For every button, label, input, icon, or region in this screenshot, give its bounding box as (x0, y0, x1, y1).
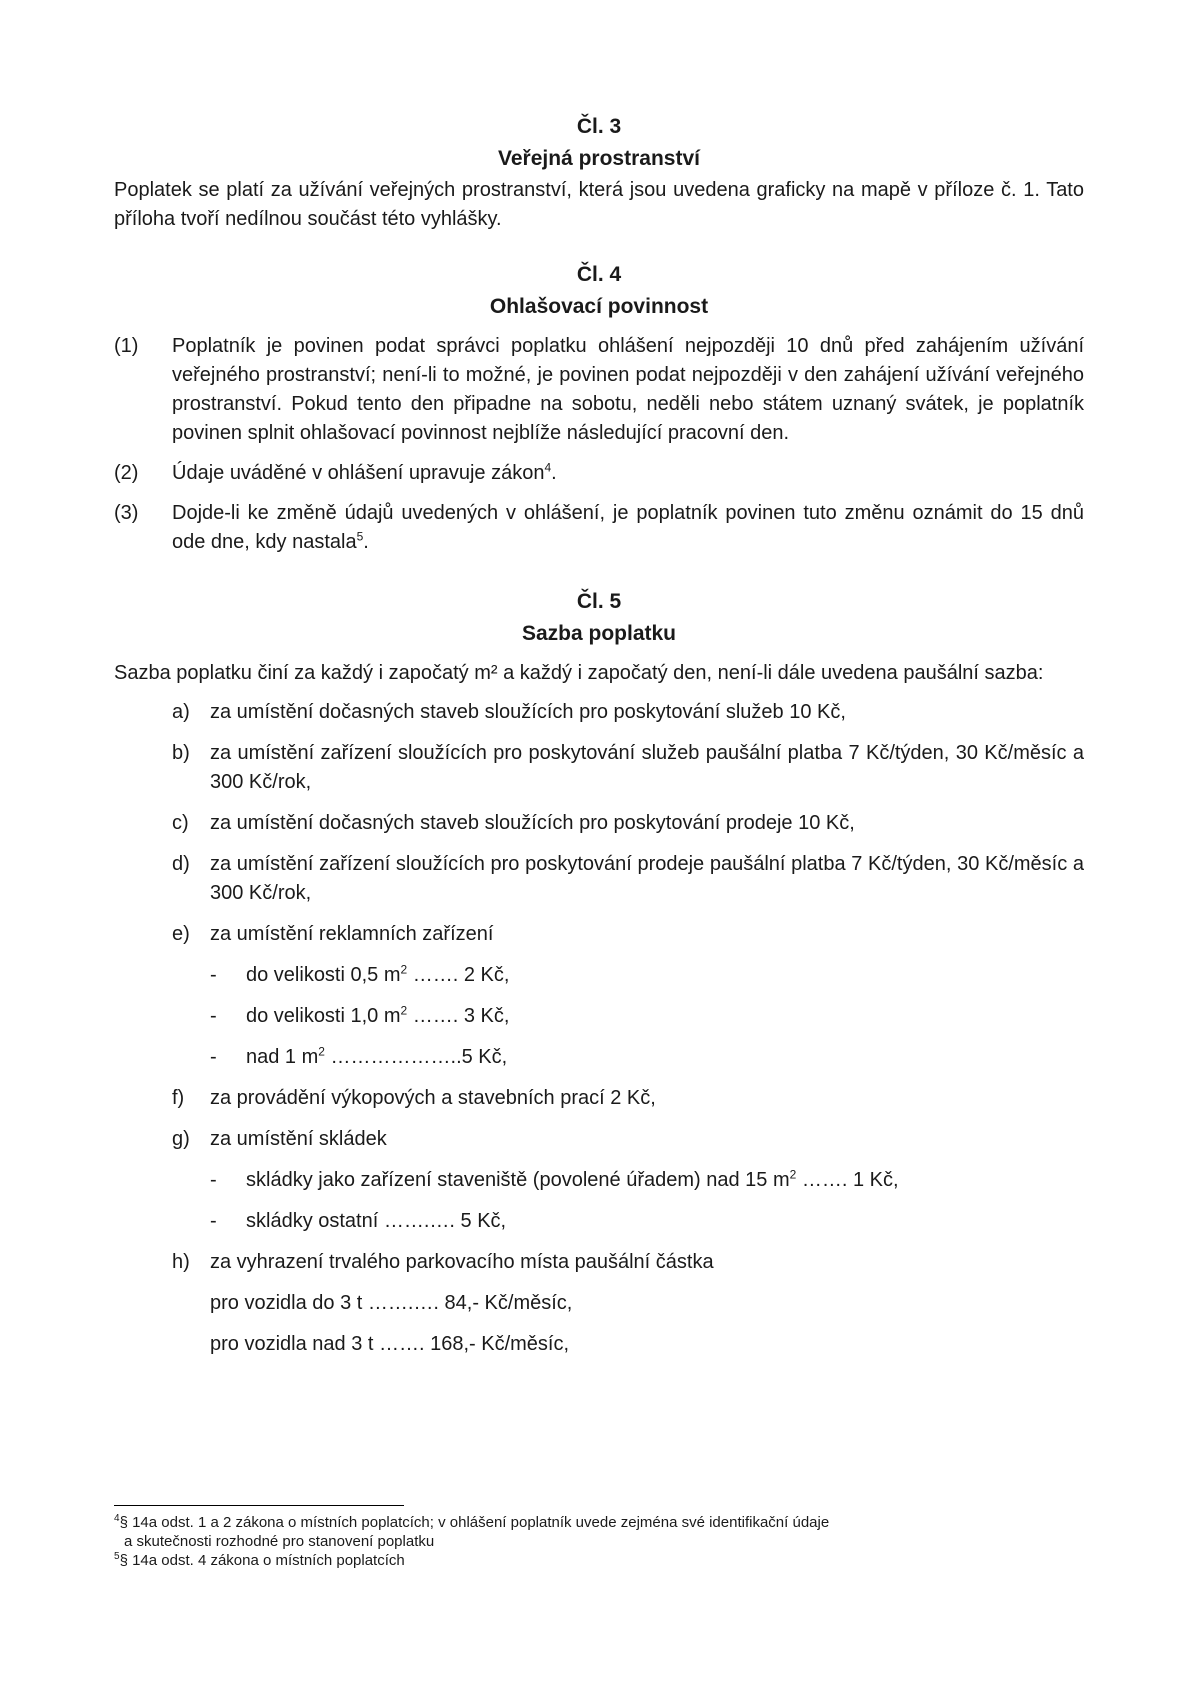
rate-item-h (172, 1248, 1084, 1277)
sub-item-text-rest: ……. 2 Kč, (407, 964, 510, 986)
superscript: 2 (318, 1044, 325, 1059)
sub-item-text-rest: ……. 1 Kč, (796, 1169, 899, 1191)
item-text: za umístění zařízení sloužících pro poskytování služeb paušální platba 7 Kč/týden, 30 Kč/měsíc a 300 Kč/rok, (210, 742, 1084, 793)
footnote-4-continuation: a skutečnosti rozhodné pro stanovení poplatku (124, 1533, 435, 1550)
article-4-title: Ohlašovací povinnost (489, 295, 709, 318)
rate-item-a (172, 698, 1084, 727)
footnote-mark: 4 (114, 1513, 120, 1524)
footnote-separator (114, 1505, 404, 1506)
paragraph-number: (2) (114, 462, 139, 484)
parking-rate-line: pro vozidla do 3 t …….…. 84,- Kč/měsíc, (210, 1292, 573, 1314)
footnote-4 (114, 1513, 1074, 1532)
footnote-5 (114, 1551, 1074, 1570)
sub-item-text-main: skládky jako zařízení staveniště (povolené úřadem) nad 15 m (246, 1169, 790, 1191)
sub-item-text (246, 1002, 509, 1031)
dash-marker: - (210, 1169, 217, 1191)
footnote-text: § 14a odst. 4 zákona o místních poplatcích (119, 1552, 405, 1569)
sub-item (210, 1166, 1084, 1195)
paragraph-text-end: . (363, 531, 369, 553)
paragraph-text-main: Dojde-li ke změně údajů uvedených v ohlášení, je poplatník povinen tuto změnu oznámit do 15 dnů ode dne, kdy nastala (172, 502, 1084, 553)
sub-item-text-rest: ………………..5 Kč, (324, 1046, 508, 1068)
item-label: e) (172, 923, 190, 945)
article-5-title: Sazba poplatku (521, 622, 677, 645)
paragraph-text (172, 499, 1084, 557)
paragraph-3 (114, 499, 1084, 557)
paragraph-text-end: . (551, 462, 557, 484)
sub-item-text (246, 1043, 507, 1072)
item-text: za vyhrazení trvalého parkovacího místa paušální částka (210, 1251, 714, 1273)
superscript: 2 (400, 1003, 408, 1018)
rate-item-b (172, 739, 1084, 797)
footnote-ref-5[interactable]: 5 (356, 529, 364, 544)
dash-marker: - (210, 1210, 217, 1232)
sub-item-text (246, 961, 509, 990)
footnote-ref-4[interactable]: 4 (544, 460, 552, 475)
sub-item-text-main: do velikosti 0,5 m (246, 964, 401, 986)
paragraph-text: Poplatník je povinen podat správci poplatku ohlášení nejpozději 10 dnů před zahájením užívání veřejného prostranství; není-li to možné, je povinen podat nejpozději v den zahájení užívání veřejného prostranství. Pokud tento den připadne na sobotu, neděli nebo státem uznaný svátek, je poplatník povinen splnit ohlašovací povinnost nejblíže následující pracovní den. (172, 335, 1084, 444)
item-text: za umístění dočasných staveb sloužících pro poskytování prodeje 10 Kč, (210, 812, 855, 834)
footnote-mark: 5 (114, 1551, 120, 1562)
sub-item-text-main: nad 1 m (246, 1046, 319, 1068)
parking-rate-line: pro vozidla nad 3 t ……. 168,- Kč/měsíc, (210, 1333, 570, 1355)
item-label: g) (172, 1128, 190, 1150)
item-text: za provádění výkopových a stavebních prací 2 Kč, (210, 1087, 656, 1109)
item-label: h) (172, 1251, 190, 1273)
article-4-paragraphs (114, 332, 1084, 557)
paragraph-number: (1) (114, 335, 139, 357)
paragraph-text-main: Údaje uváděné v ohlášení upravuje zákon (172, 462, 545, 484)
rate-item-e-sublist (210, 961, 1084, 1072)
article-5 (114, 587, 1084, 1359)
paragraph-1 (114, 332, 1084, 448)
rate-list (172, 698, 1084, 1359)
sub-item-text (246, 1166, 899, 1195)
footnotes (114, 1513, 1074, 1570)
superscript: 2 (400, 962, 408, 977)
item-label: c) (172, 812, 189, 834)
paragraph-number: (3) (114, 502, 139, 524)
article-5-intro: Sazba poplatku činí za každý i započatý m² a každý i započatý den, není-li dále uvedena paušální sazba: (114, 662, 1044, 684)
article-3-number: Čl. 3 (576, 115, 622, 138)
paragraph-2 (114, 459, 1084, 488)
rate-item-d (172, 850, 1084, 908)
rate-item-c (172, 809, 1084, 838)
item-label: f) (172, 1087, 185, 1109)
article-4 (114, 260, 1084, 557)
sub-item-text-rest: ……. 3 Kč, (407, 1005, 510, 1027)
footnote-text: § 14a odst. 1 a 2 zákona o místních poplatcích; v ohlášení poplatník uvede zejména své identifikační údaje (119, 1514, 830, 1531)
article-3-text: Poplatek se platí za užívání veřejných prostranství, která jsou uvedena graficky na mapě v příloze č. 1. Tato příloha tvoří nedílnou součást této vyhlášky. (114, 179, 1084, 230)
article-3 (114, 112, 1084, 234)
sub-item (210, 1207, 1084, 1236)
dash-marker: - (210, 964, 217, 986)
item-text: za umístění reklamních zařízení (210, 923, 494, 945)
dash-marker: - (210, 1046, 217, 1068)
superscript: 2 (789, 1167, 797, 1182)
item-label: d) (172, 853, 190, 875)
item-text: za umístění dočasných staveb sloužících pro poskytování služeb 10 Kč, (210, 701, 846, 723)
sub-item (210, 961, 1084, 990)
sub-item (210, 1002, 1084, 1031)
sub-item-text: skládky ostatní …….…. 5 Kč, (246, 1210, 507, 1232)
paragraph-text (172, 459, 1084, 488)
dash-marker: - (210, 1005, 217, 1027)
item-text: za umístění skládek (210, 1128, 387, 1150)
item-text: za umístění zařízení sloužících pro poskytování prodeje paušální platba 7 Kč/týden, 30 Kč/měsíc a 300 Kč/rok, (210, 853, 1084, 904)
item-label: b) (172, 742, 190, 764)
article-4-number: Čl. 4 (576, 263, 622, 286)
rate-item-e (172, 920, 1084, 949)
page-content (114, 112, 1084, 1371)
rate-item-f (172, 1084, 1084, 1113)
rate-item-h-lines (210, 1289, 1084, 1359)
article-3-title: Veřejná prostranství (498, 147, 700, 170)
article-5-number: Čl. 5 (576, 590, 622, 613)
sub-item-text-main: do velikosti 1,0 m (246, 1005, 401, 1027)
rate-item-g (172, 1125, 1084, 1154)
item-label: a) (172, 701, 190, 723)
sub-item (210, 1043, 1084, 1072)
rate-item-g-sublist (210, 1166, 1084, 1236)
